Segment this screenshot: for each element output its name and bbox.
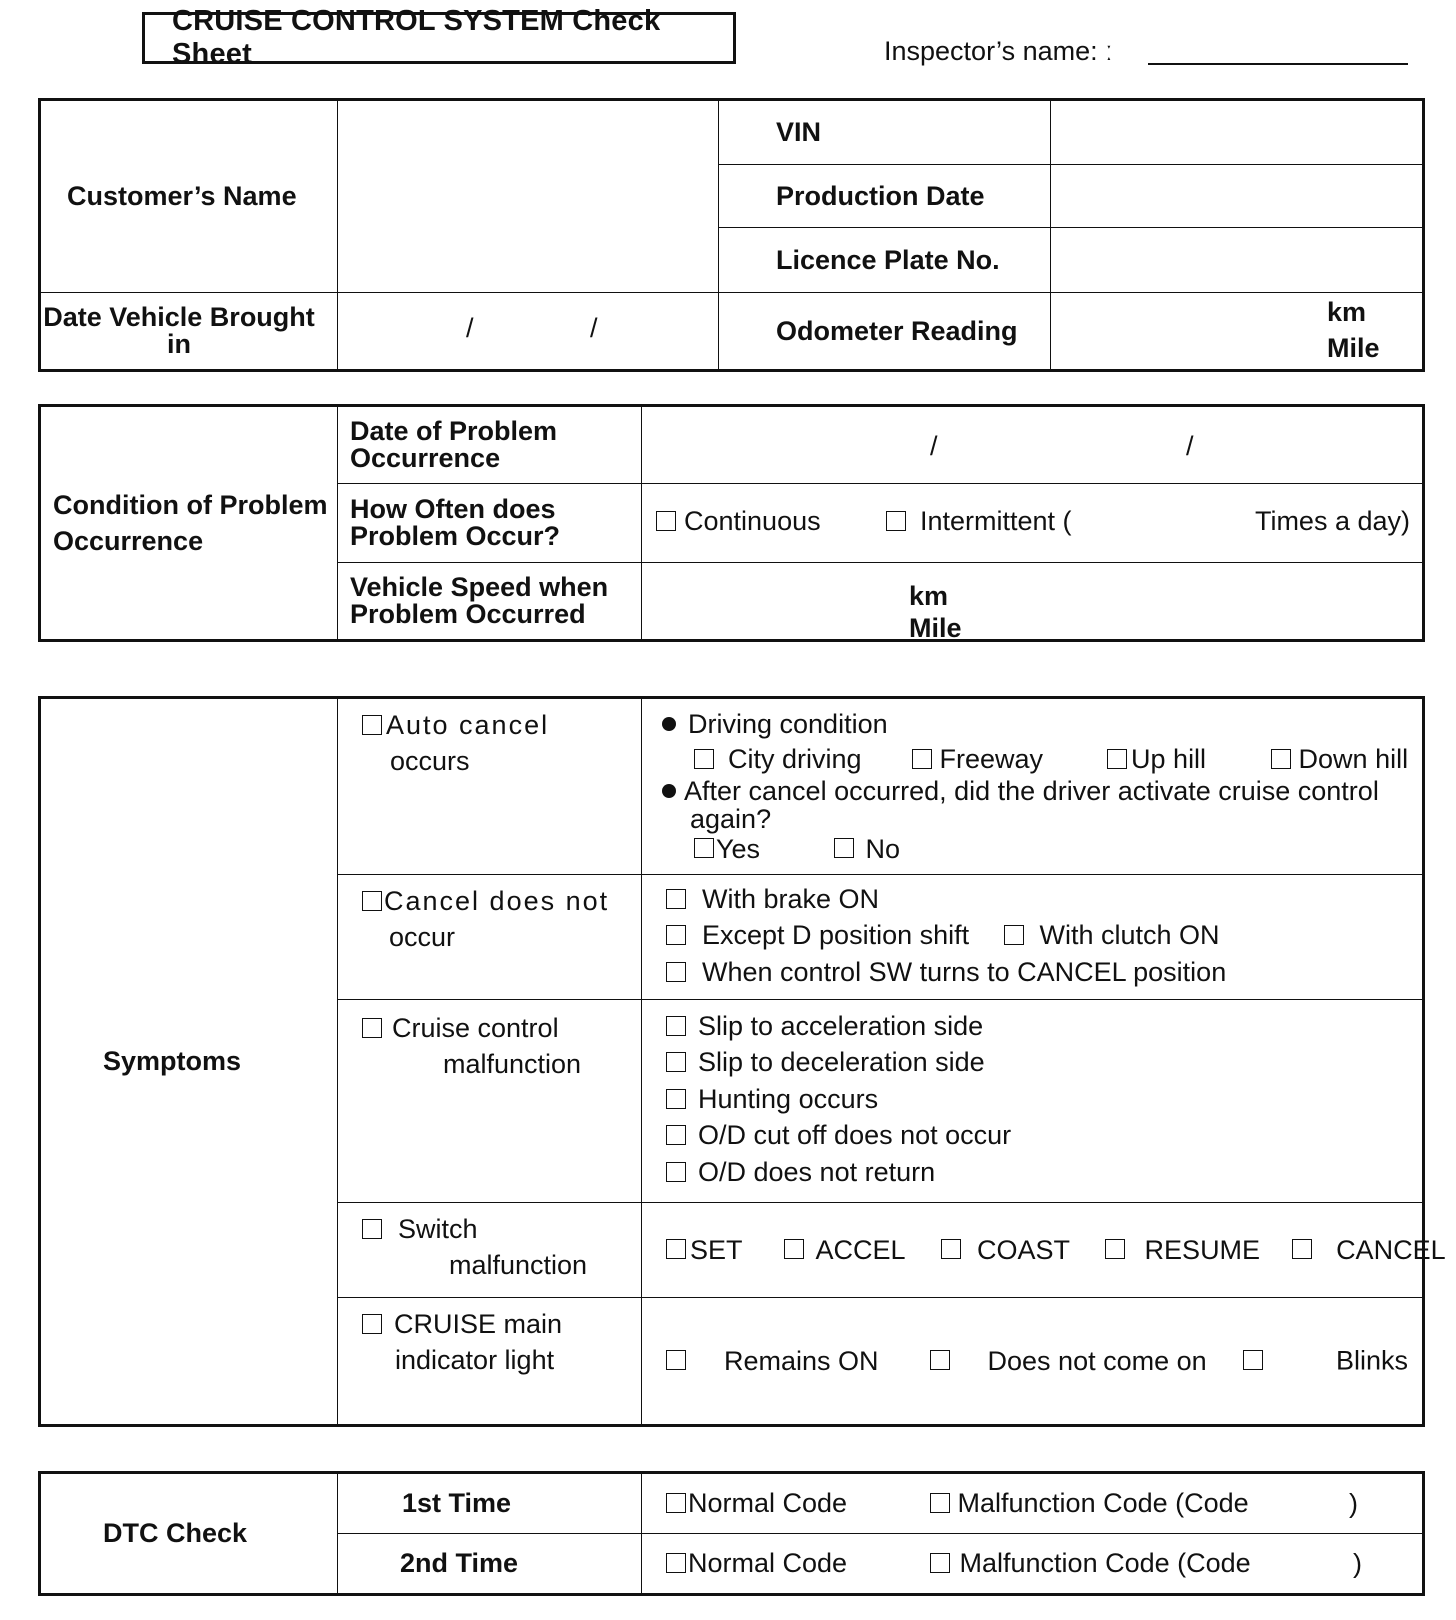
cancel-not-occur-label: Cancel does not: [384, 886, 610, 916]
normal-code-option[interactable]: [666, 1488, 922, 1519]
checkbox-icon[interactable]: [1105, 1239, 1125, 1259]
yes-option[interactable]: [694, 833, 826, 865]
switch-malfunction-label: Switch: [398, 1214, 478, 1244]
blinks-label: Blinks: [1335, 1345, 1408, 1376]
indicator-options: [642, 1298, 1424, 1426]
checkbox-icon[interactable]: [694, 749, 714, 769]
auto-cancel-symptom: [338, 698, 642, 875]
problem-date-label: Date of Problem Occurrence: [338, 406, 642, 484]
slip-decel-option[interactable]: [666, 1044, 1422, 1080]
brake-on-option[interactable]: [666, 881, 1422, 917]
checkbox-icon[interactable]: [362, 891, 382, 911]
checkbox-icon[interactable]: [886, 511, 906, 531]
checkbox-icon[interactable]: [666, 1089, 686, 1109]
indicator-label-line2: indicator light: [395, 1345, 555, 1376]
switch-malfunction-label-line2: malfunction: [449, 1250, 588, 1281]
remains-on-option[interactable]: [666, 1346, 922, 1377]
vehicle-speed-field[interactable]: [642, 562, 1424, 643]
remains-on-label: Remains ON: [724, 1345, 879, 1376]
checkbox-icon[interactable]: [694, 838, 714, 858]
blinks-option[interactable]: [1243, 1346, 1271, 1377]
malfunction-code-option[interactable]: [930, 1548, 1251, 1579]
checkbox-icon[interactable]: [666, 1350, 686, 1370]
city-driving-option[interactable]: [694, 742, 904, 777]
second-time-options: [642, 1534, 1424, 1595]
close-paren: ): [1349, 1488, 1358, 1518]
checkbox-icon[interactable]: [666, 1239, 686, 1259]
hunting-label: Hunting occurs: [698, 1083, 879, 1114]
vehicle-speed-label: Vehicle Speed when Problem Occurred: [338, 562, 642, 640]
yes-label: Yes: [716, 833, 761, 864]
normal-code-label: Normal Code: [688, 1548, 848, 1578]
resume-label: RESUME: [1144, 1234, 1261, 1265]
checkbox-icon[interactable]: [930, 1553, 950, 1573]
checkbox-icon[interactable]: [1107, 749, 1127, 769]
up-hill-option[interactable]: [1107, 742, 1263, 777]
checkbox-icon[interactable]: [1243, 1350, 1263, 1370]
control-sw-option[interactable]: [666, 954, 1422, 990]
customer-name-label: Customer’s Name: [40, 100, 338, 293]
condition-section-label: Condition of Problem Occurrence: [40, 406, 338, 641]
brake-on-label: With brake ON: [702, 884, 880, 914]
control-sw-label: When control SW turns to CANCEL position: [702, 956, 1227, 987]
od-cut-off-option[interactable]: [666, 1117, 1422, 1153]
date-brought-in-field[interactable]: [338, 293, 719, 371]
checkbox-icon[interactable]: [912, 749, 932, 769]
intermittent-option[interactable]: [886, 506, 1072, 537]
od-not-return-label: O/D does not return: [698, 1156, 936, 1187]
odometer-label: Odometer Reading: [719, 293, 1051, 371]
date-separator: /: [466, 313, 474, 344]
date-brought-in-label: Date Vehicle Brought in: [40, 293, 338, 371]
bullet-icon: [662, 784, 676, 798]
not-come-on-option[interactable]: [930, 1346, 1236, 1377]
vehicle-info-table: [38, 98, 1425, 372]
unit-km: km: [909, 580, 949, 611]
except-d-label: Except D position shift: [702, 920, 970, 951]
licence-plate-field[interactable]: [1051, 228, 1424, 293]
up-hill-label: Up hill: [1131, 744, 1207, 775]
cruise-malfunction-label: Cruise control: [392, 1013, 559, 1043]
auto-cancel-label: Auto cancel: [386, 710, 550, 740]
freeway-option[interactable]: [912, 742, 1100, 777]
production-date-label: Production Date: [719, 164, 1051, 228]
unit-km: km: [1327, 297, 1367, 328]
times-a-day-label: Times a day): [1254, 506, 1410, 537]
coast-label: COAST: [977, 1234, 1071, 1265]
inspector-name-field[interactable]: [1148, 63, 1408, 65]
production-date-field[interactable]: [1051, 164, 1424, 228]
down-hill-label: Down hill: [1298, 744, 1409, 775]
cruise-malfunction-symptom: [338, 1000, 642, 1203]
auto-cancel-label-line2: occurs: [390, 746, 470, 777]
freeway-label: Freeway: [939, 744, 1044, 775]
condition-table: [38, 404, 1425, 642]
how-often-label: How Often does Problem Occur?: [338, 484, 642, 562]
intermittent-label: Intermittent (: [920, 506, 1072, 537]
coast-option[interactable]: [941, 1235, 1097, 1266]
unit-mile: Mile: [1327, 333, 1380, 364]
symptoms-section-label: Symptoms: [40, 698, 338, 1426]
set-option[interactable]: [666, 1235, 776, 1266]
auto-cancel-details: [642, 698, 1424, 875]
vin-field[interactable]: [1051, 100, 1424, 165]
cancel-not-occur-details: [642, 875, 1424, 1000]
checkbox-icon[interactable]: [666, 1553, 686, 1573]
no-option[interactable]: [834, 833, 901, 865]
licence-plate-label: Licence Plate No.: [719, 228, 1051, 293]
cancel-not-occur-label-line2: occur: [389, 922, 456, 953]
checkbox-icon[interactable]: [362, 1018, 382, 1038]
set-label: SET: [690, 1234, 743, 1265]
normal-code-label: Normal Code: [688, 1488, 848, 1518]
checkbox-icon[interactable]: [666, 889, 686, 909]
dtc-section-label: DTC Check: [40, 1473, 338, 1595]
cruise-malfunction-details: [642, 1000, 1424, 1203]
reactivate-question-line2: again?: [690, 803, 772, 834]
inspector-label: Inspector’s name: ː: [884, 36, 1113, 66]
vin-label: VIN: [719, 100, 1051, 165]
customer-name-field[interactable]: [338, 100, 719, 293]
checkbox-icon[interactable]: [930, 1350, 950, 1370]
checkbox-icon[interactable]: [1292, 1239, 1312, 1259]
checkbox-icon[interactable]: [666, 1493, 686, 1513]
checkbox-icon[interactable]: [666, 1125, 686, 1145]
bullet-icon: [662, 717, 676, 731]
problem-date-field[interactable]: [642, 406, 1424, 484]
malfunction-code-label: Malfunction Code (Code: [959, 1548, 1251, 1578]
checkbox-icon[interactable]: [362, 1314, 382, 1334]
unit-mile: Mile: [909, 612, 962, 643]
accel-label: ACCEL: [815, 1234, 906, 1265]
checkbox-icon[interactable]: [784, 1239, 804, 1259]
not-come-on-label: Does not come on: [987, 1345, 1207, 1376]
dtc-table: [38, 1471, 1425, 1596]
checkbox-icon[interactable]: [362, 1219, 382, 1239]
malfunction-code-option[interactable]: [930, 1488, 1249, 1519]
od-not-return-option[interactable]: [666, 1154, 1422, 1190]
slip-accel-option[interactable]: [666, 1008, 1422, 1044]
odometer-field[interactable]: [1051, 293, 1424, 371]
first-time-options: [642, 1473, 1424, 1534]
checkbox-icon[interactable]: [941, 1239, 961, 1259]
checkbox-icon[interactable]: [666, 1162, 686, 1182]
no-label: No: [865, 833, 901, 864]
date-separator: /: [930, 431, 938, 461]
checkbox-icon[interactable]: [834, 838, 854, 858]
normal-code-option[interactable]: [666, 1548, 922, 1579]
checkbox-icon[interactable]: [656, 511, 676, 531]
symptoms-table: [38, 696, 1446, 1427]
od-cut-off-label: O/D cut off does not occur: [698, 1120, 1012, 1151]
driving-condition-label: Driving condition: [688, 709, 888, 739]
indicator-symptom: [338, 1298, 642, 1426]
malfunction-code-label: Malfunction Code (Code: [957, 1488, 1249, 1518]
hunting-option[interactable]: [666, 1081, 1422, 1117]
slip-decel-label: Slip to deceleration side: [698, 1047, 985, 1078]
checkbox-icon[interactable]: [1004, 925, 1024, 945]
close-paren: ): [1353, 1548, 1362, 1578]
first-time-label: 1st Time: [338, 1473, 642, 1534]
clutch-on-option[interactable]: [1004, 917, 1220, 953]
continuous-label: Continuous: [684, 506, 821, 537]
sheet-title: CRUISE CONTROL SYSTEM Check Sheet: [142, 12, 736, 64]
cancel-label: CANCEL: [1336, 1234, 1446, 1265]
cruise-malfunction-label-line2: malfunction: [443, 1049, 582, 1080]
checkbox-icon[interactable]: [362, 715, 382, 735]
clutch-on-label: With clutch ON: [1039, 920, 1220, 951]
resume-option[interactable]: [1105, 1235, 1285, 1266]
slip-accel-label: Slip to acceleration side: [698, 1011, 984, 1041]
except-d-option[interactable]: [666, 917, 996, 953]
continuous-option[interactable]: [656, 506, 821, 537]
checkbox-icon[interactable]: [666, 925, 686, 945]
switch-options: [642, 1203, 1446, 1298]
cancel-option[interactable]: [1292, 1235, 1446, 1266]
down-hill-option[interactable]: [1271, 742, 1409, 777]
checkbox-icon[interactable]: [666, 1016, 686, 1036]
checkbox-icon[interactable]: [930, 1493, 950, 1513]
date-separator: /: [1186, 431, 1194, 461]
checkbox-icon[interactable]: [666, 962, 686, 982]
reactivate-question: After cancel occurred, did the driver activate cruise control: [684, 776, 1379, 807]
indicator-label: CRUISE main: [394, 1309, 563, 1339]
checkbox-icon[interactable]: [666, 1052, 686, 1072]
switch-malfunction-symptom: [338, 1203, 642, 1298]
how-often-options: [642, 484, 1424, 562]
second-time-label: 2nd Time: [338, 1534, 642, 1595]
date-separator: /: [590, 313, 598, 344]
checkbox-icon[interactable]: [1271, 749, 1291, 769]
city-driving-label: City driving: [728, 744, 862, 775]
accel-option[interactable]: [784, 1235, 934, 1266]
cancel-not-occur-symptom: [338, 875, 642, 1000]
